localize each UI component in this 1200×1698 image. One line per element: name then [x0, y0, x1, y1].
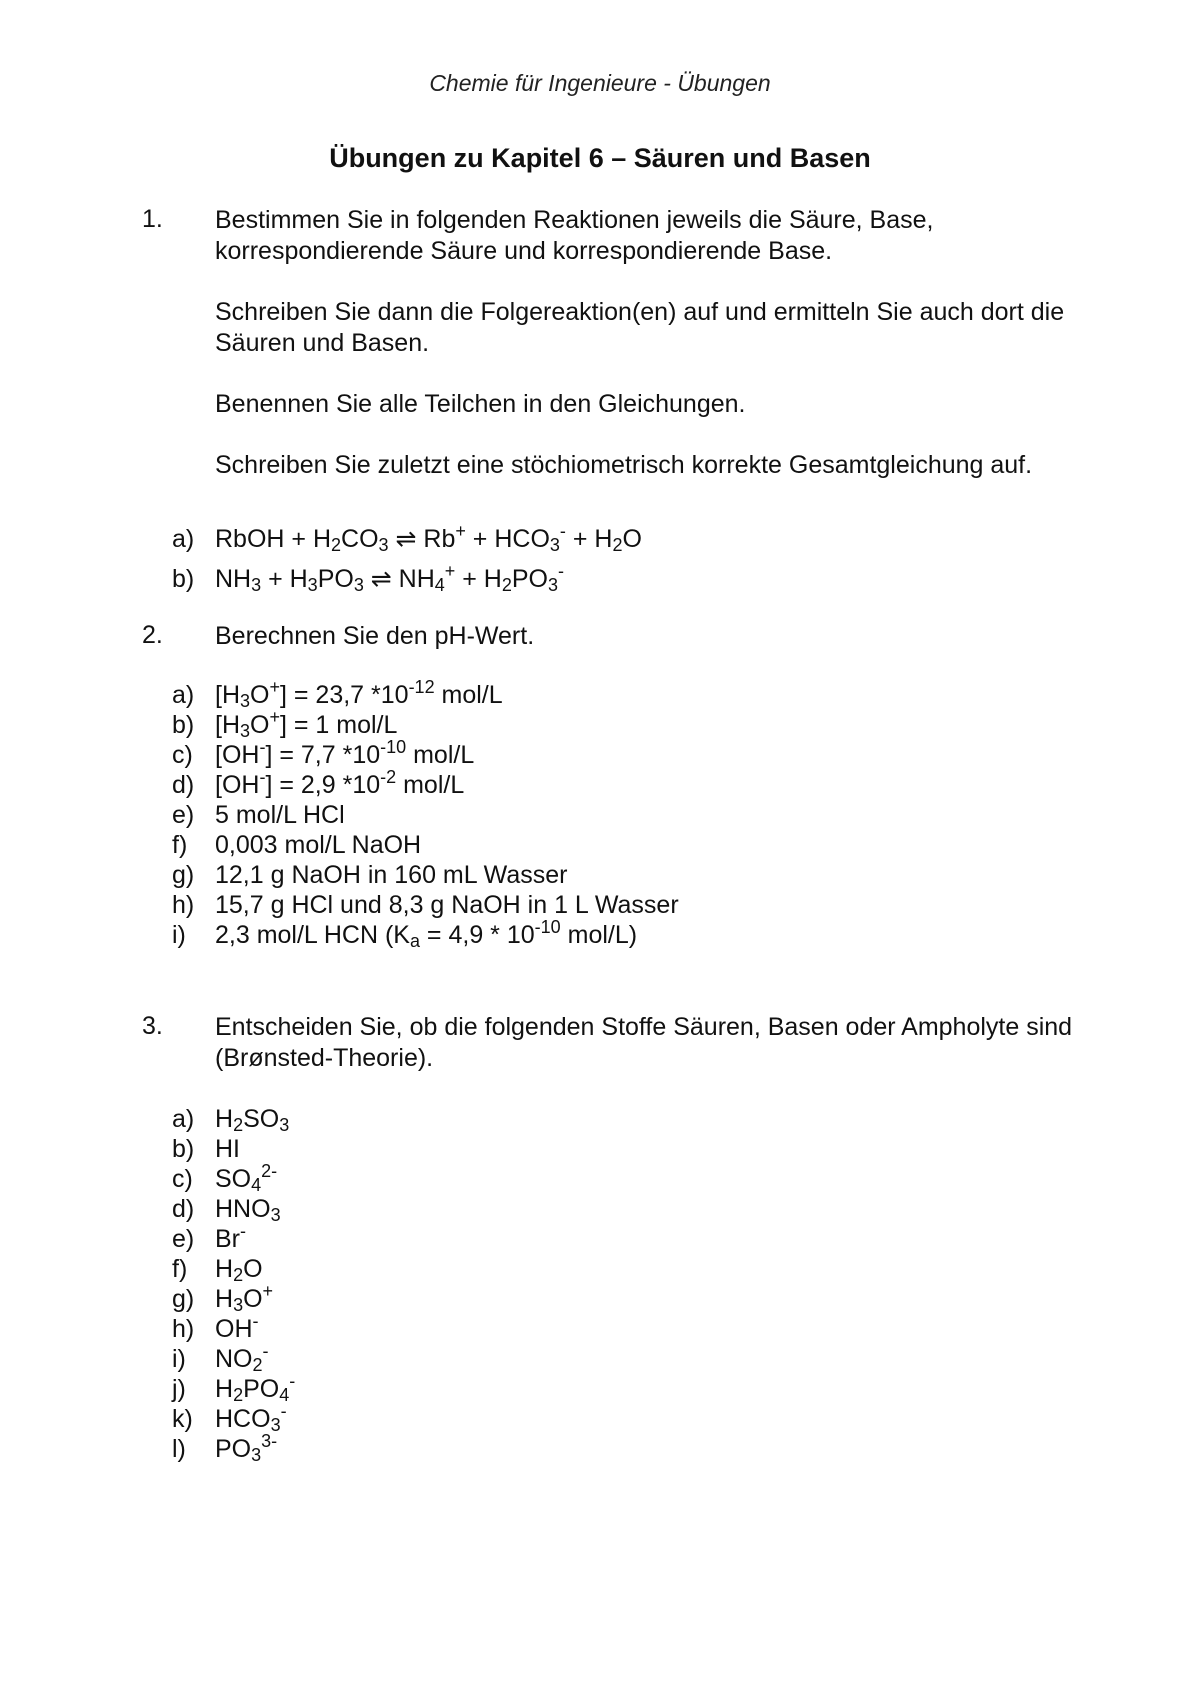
item-formula: 15,7 g HCl und 8,3 g NaOH in 1 L Wasser [215, 891, 679, 919]
item-label: e) [172, 801, 195, 829]
item-label: h) [172, 891, 195, 919]
item-label: g) [172, 1285, 195, 1313]
item-label: e) [172, 1225, 195, 1253]
item-label: j) [172, 1375, 186, 1403]
ph-task-list [0, 677, 1200, 951]
item-formula: [OH-] = 7,7 $*10^{-10}$ mol/L [215, 737, 475, 769]
item-formula: $PO_3^{3-}$ [215, 1431, 278, 1465]
item-label: c) [172, 1165, 193, 1193]
item-label: i) [172, 921, 186, 949]
question-number: 1. [142, 205, 163, 233]
item-formula: Br- [215, 1221, 246, 1253]
list-item [0, 917, 1200, 951]
item-formula: 5 mol/L HCl [215, 801, 345, 829]
list-item [0, 767, 1200, 800]
question-text [215, 1012, 1075, 1074]
list-item [0, 677, 1200, 711]
item-formula: $H_2O$ [215, 1255, 263, 1285]
item-formula: 12,1 g NaOH in 160 mL Wasser [215, 861, 568, 889]
list-item [0, 1104, 1200, 1134]
item-label: d) [172, 771, 195, 799]
list-item [0, 519, 1200, 559]
question-paragraph: Benennen Sie alle Teilchen in den Gleichungen. [215, 390, 746, 418]
question-text [215, 205, 1075, 481]
question-text [215, 621, 1075, 652]
item-formula: $HCO_3^-$ [215, 1401, 287, 1435]
item-label: a) [172, 681, 195, 709]
reaction-list [0, 519, 1200, 599]
list-item [0, 830, 1200, 860]
item-formula: RbOH + $H_2CO_3$ ⇌ $Rb^+ + HCO_3^- + H_2O$ [215, 521, 642, 555]
question-paragraph: Schreiben Sie zuletzt eine stöchiometrisch korrekte Gesamtgleichung auf. [215, 451, 1033, 479]
item-label: d) [172, 1195, 195, 1223]
list-item [0, 1221, 1200, 1254]
item-formula: $SO_4^{2-}$ [215, 1161, 278, 1195]
item-formula: [OH-] = 2,9 $*10^{-2}$ mol/L [215, 767, 465, 799]
list-item [0, 1341, 1200, 1375]
question-paragraph: Berechnen Sie den pH-Wert. [215, 622, 535, 650]
item-label: h) [172, 1315, 195, 1343]
running-header: Chemie für Ingenieure - Übungen [429, 70, 771, 96]
item-formula: $H_2PO_4^-$ [215, 1371, 296, 1405]
list-item [0, 1281, 1200, 1315]
item-formula: 2,3 mol/L HCN ($K_a = 4,9 * 10^{-10}$ mol/L) [215, 917, 638, 951]
question-1 [0, 205, 1200, 599]
list-item [0, 1254, 1200, 1284]
item-formula: $H_2SO_3$ [215, 1105, 290, 1135]
list-item [0, 707, 1200, 741]
item-label: f) [172, 1255, 188, 1283]
list-item [0, 559, 1200, 599]
list-item [0, 890, 1200, 920]
item-label: b) [172, 711, 195, 739]
item-formula: OH- [215, 1311, 259, 1343]
substance-list [0, 1104, 1200, 1464]
list-item [0, 1161, 1200, 1195]
item-label: a) [172, 525, 195, 553]
item-formula: $H_3O^+$ [215, 1281, 274, 1315]
item-formula: 0,003 mol/L NaOH [215, 831, 422, 859]
item-formula: $[H_3O^+] = 1$ mol/L [215, 707, 398, 741]
question-3 [0, 1012, 1200, 1464]
list-item [0, 800, 1200, 830]
item-label: a) [172, 1105, 195, 1133]
question-2 [0, 621, 1200, 950]
list-item [0, 860, 1200, 890]
item-label: i) [172, 1345, 186, 1373]
list-item [0, 1431, 1200, 1465]
item-label: f) [172, 831, 188, 859]
item-formula: $NO_2^-$ [215, 1341, 269, 1375]
list-item [0, 1401, 1200, 1435]
item-formula: $NH_3 + H_3PO_3$ ⇌ $NH_4^+ + H_2PO_3^-$ [215, 561, 565, 595]
item-label: k) [172, 1405, 193, 1433]
exercise-content [0, 205, 1200, 1464]
list-item [0, 1371, 1200, 1405]
question-number: 3. [142, 1012, 163, 1040]
question-number: 2. [142, 621, 163, 649]
list-item [0, 1134, 1200, 1164]
item-label: c) [172, 741, 193, 769]
page-title: Übungen zu Kapitel 6 – Säuren und Basen [329, 143, 871, 173]
item-formula: HI [215, 1135, 240, 1163]
item-label: g) [172, 861, 195, 889]
item-label: b) [172, 565, 195, 593]
question-paragraph: Bestimmen Sie in folgenden Reaktionen jeweils die Säure, Base, korrespondierende Säure und korrespondierende Base. [215, 206, 934, 265]
list-item [0, 1194, 1200, 1224]
question-paragraph: Schreiben Sie dann die Folgereaktion(en) auf und ermitteln Sie auch dort die Säuren und Basen. [215, 298, 1065, 357]
list-item [0, 737, 1200, 770]
question-paragraph: Entscheiden Sie, ob die folgenden Stoffe Säuren, Basen oder Ampholyte sind (Brønsted-Theorie). [215, 1013, 1073, 1072]
item-label: b) [172, 1135, 195, 1163]
item-label: l) [172, 1435, 186, 1463]
item-formula: $[H_3O^+] = 23,7$ $*10^{-12}$ mol/L [215, 677, 503, 711]
item-formula: $HNO_3$ [215, 1195, 281, 1225]
list-item [0, 1311, 1200, 1344]
